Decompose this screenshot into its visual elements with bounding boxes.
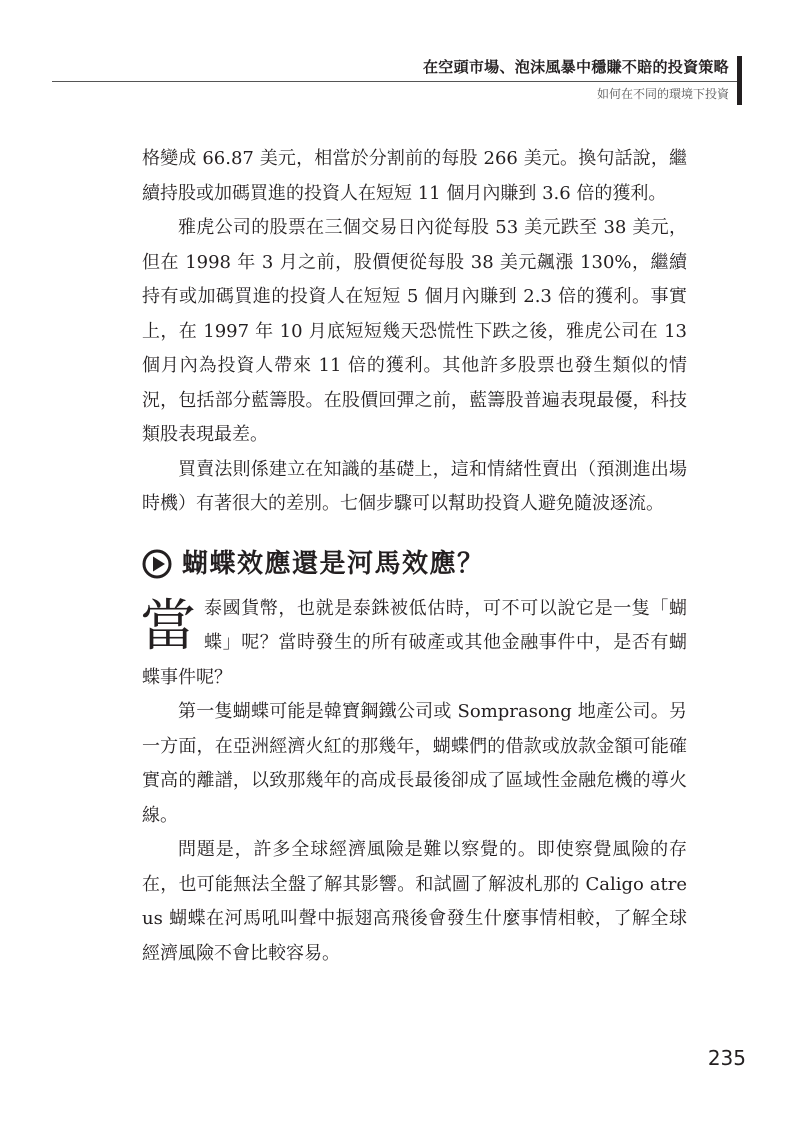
paragraph-3: 買賣法則係建立在知識的基礎上，這和情緒性賣出（預測進出場時機）有著很大的差別。七個步驟可以幫助投資人避免隨波逐流。: [142, 458, 687, 514]
header-accent-bar: [737, 56, 742, 105]
page-number: 235: [707, 1046, 746, 1070]
paragraph-6: 問題是，許多全球經濟風險是難以察覺的。即使察覺風險的存在，也可能無法全盤了解其影響。和試圖了解波札那的 Caligo atreus 蝴蝶在河馬吼叫聲中振翅高飛後會發生什麼事情相較，了解全球經濟風險不會比較容易。: [142, 839, 687, 964]
paragraph-5: 第一隻蝴蝶可能是韓寶鋼鐵公司或 Somprasong 地產公司。另一方面，在亞洲經濟火紅的那幾年，蝴蝶們的借款或放款金額可能確實高的離譜，以致那幾年的高成長最後卻成了區域性金融危機的導火線。: [142, 701, 687, 826]
header-divider: [52, 81, 737, 82]
paragraph-4: [142, 592, 687, 696]
section-heading: [142, 544, 687, 584]
section-heading-text: 蝴蝶效應還是河馬效應？: [182, 548, 485, 579]
paragraph-4-text: 泰國貨幣，也就是泰銖被低估時，可不可以說它是一隻「蝴蝶」呢？當時發生的所有破產或其他金融事件中，是否有蝴蝶事件呢？: [142, 597, 687, 688]
page-body: [142, 142, 687, 971]
play-circle-icon: [142, 549, 172, 579]
header-subtitle: 如何在不同的環境下投資: [596, 87, 729, 101]
header-title: 在空頭市場、泡沫風暴中穩賺不賠的投資策略: [422, 58, 729, 76]
paragraph-1: 格變成 66.87 美元，相當於分割前的每股 266 美元。換句話說，繼續持股或加碼買進的投資人在短短 11 個月內賺到 3.6 倍的獲利。: [142, 148, 687, 204]
drop-cap: 當: [140, 593, 196, 659]
paragraph-2: 雅虎公司的股票在三個交易日內從每股 53 美元跌至 38 美元，但在 1998 年 3 月之前，股價便從每股 38 美元飆漲 130%，繼續持有或加碼買進的投資人在短短 5 個月內賺到 2.3 倍的獲利。事實上，在 1997 年 10 月底短短幾天恐慌性下跌之後，雅虎公司在 13 個月內為投資人帶來 11 倍的獲利。其他許多股票也發生類似的情況，包括部分藍籌股。在股價回彈之前，藍籌股普遍表現最優，科技類股表現最差。: [142, 217, 687, 445]
